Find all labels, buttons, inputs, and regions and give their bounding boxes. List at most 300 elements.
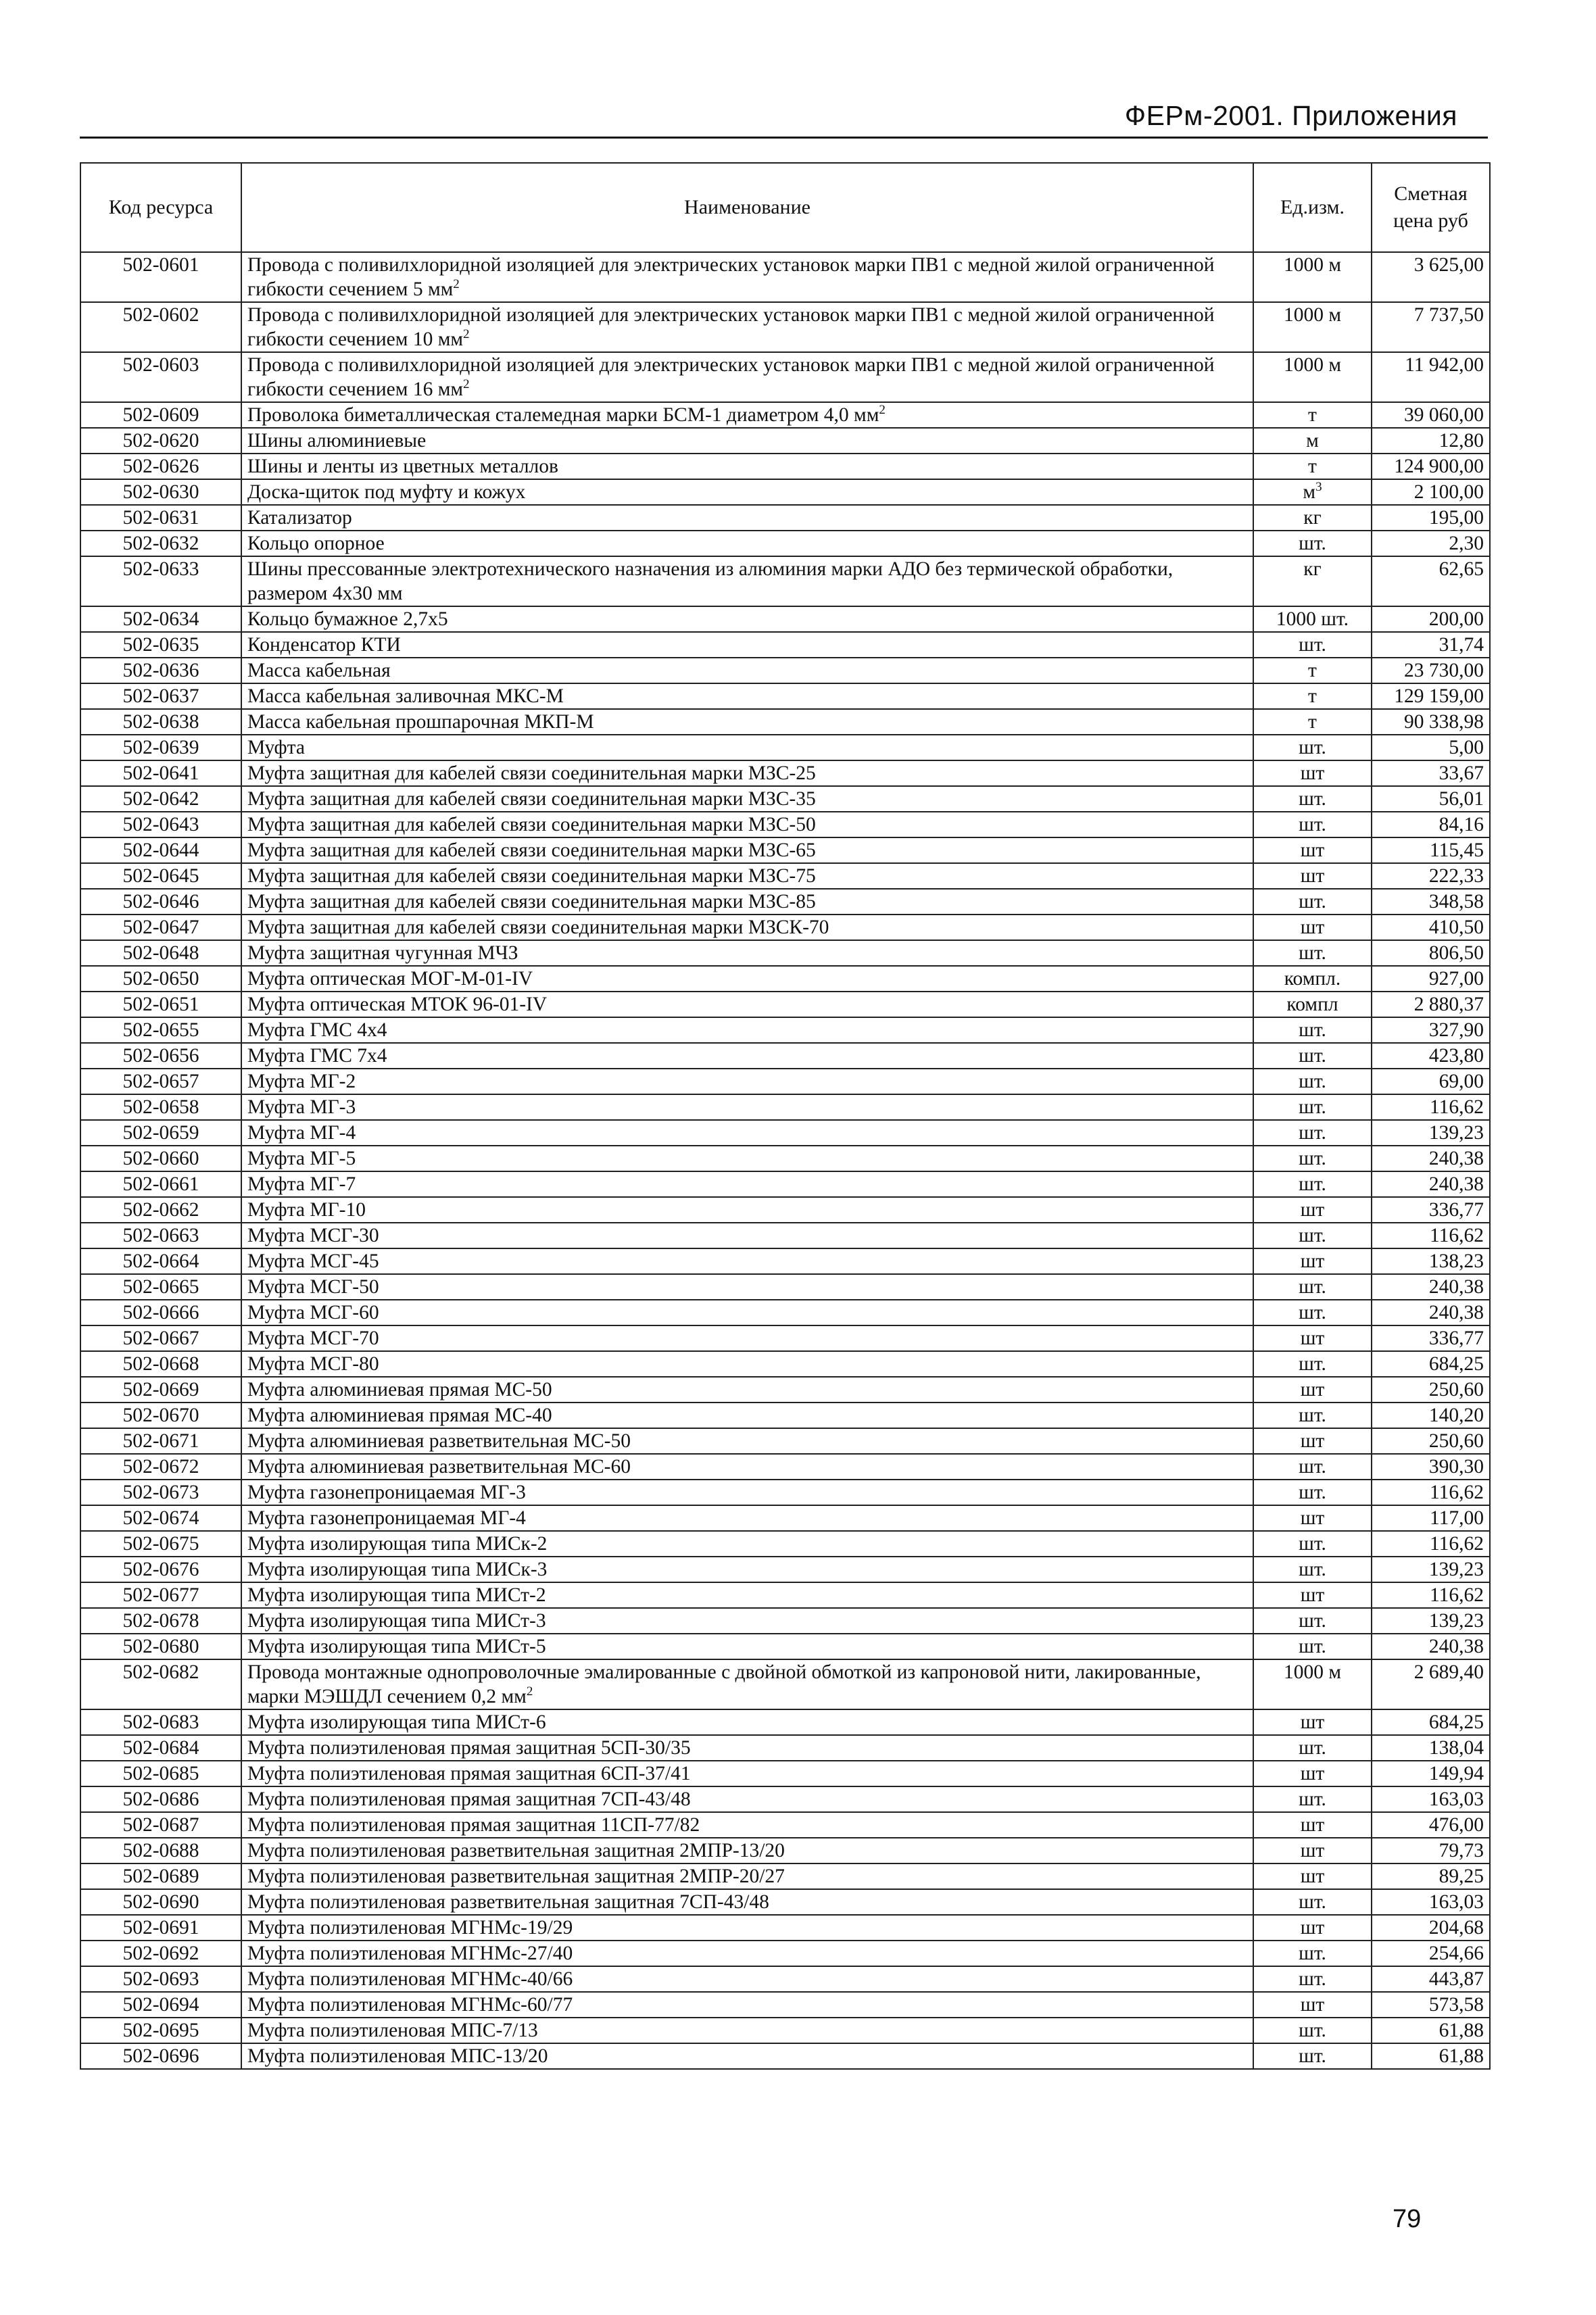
cell-code-text: 502-0634 [122,608,199,630]
cell-code-text: 502-0665 [122,1276,199,1298]
cell-unit-text: шт [1300,1994,1325,2016]
cell-price-text: 33,67 [1438,762,1484,784]
table-row [80,632,1490,658]
cell-code-text: 502-0678 [122,1610,199,1632]
cell-price-text: 240,38 [1428,1302,1484,1323]
cell-code-text: 502-0636 [122,660,199,681]
table-row [80,1838,1490,1863]
cell-code [80,1248,241,1274]
cell-code-text: 502-0667 [122,1327,199,1349]
cell-price [1372,632,1490,658]
cell-code-text: 502-0692 [122,1943,199,1964]
cell-name-text: Муфта полиэтиленовая МГНМс-27/40 [247,1943,573,1964]
cell-unit-text: шт [1300,1584,1325,1606]
cell-unit-text: шт. [1299,2045,1326,2067]
cell-code-text: 502-0662 [122,1199,199,1221]
cell-name-text: Муфта защитная чугунная МЧЗ [247,942,518,964]
cell-unit-text: 1000 шт. [1276,608,1349,630]
cell-price-text: 5,00 [1449,737,1484,758]
cell-code [80,940,241,966]
cell-price-text: 222,33 [1428,865,1484,887]
cell-name [241,428,1253,454]
cell-unit [1253,1274,1372,1300]
cell-code [80,1325,241,1351]
cell-unit [1253,454,1372,479]
cell-code [80,454,241,479]
table-row [80,606,1490,632]
table-row [80,1992,1490,2018]
cell-price-text: 390,30 [1428,1456,1484,1478]
cell-unit [1253,940,1372,966]
cell-unit-text: компл [1286,994,1338,1015]
cell-price-text: 116,62 [1429,1533,1484,1555]
table-row [80,658,1490,683]
cell-name-text: Муфта газонепроницаемая МГ-4 [247,1507,526,1529]
cell-name [241,1223,1253,1248]
cell-price [1372,1197,1490,1223]
cell-unit [1253,812,1372,837]
cell-unit-text: м [1303,481,1316,503]
cell-name-text: Муфта МГ-10 [247,1199,366,1221]
cell-unit [1253,683,1372,709]
cell-unit [1253,1582,1372,1608]
cell-price [1372,1146,1490,1171]
cell-name-text: Шины алюминиевые [247,430,427,452]
cell-unit [1253,1505,1372,1531]
cell-unit-text: шт [1300,1917,1325,1939]
cell-name-text: Муфта оптическая МТОК 96-01-IV [247,994,548,1015]
cell-name [241,2043,1253,2069]
cell-name [241,1761,1253,1786]
cell-price-text: 573,58 [1428,1994,1484,2016]
cell-price-text: 204,68 [1428,1917,1484,1939]
cell-code-text: 502-0672 [122,1456,199,1478]
cell-name-text: Проволока биметаллическая сталемедная марки БСМ-1 диаметром 4,0 мм [247,404,879,426]
table-row [80,2018,1490,2043]
table-row [80,1915,1490,1941]
cell-code [80,1017,241,1043]
cell-name [241,1197,1253,1223]
cell-price-text: 240,38 [1428,1148,1484,1169]
cell-unit [1253,658,1372,683]
cell-unit-text: шт. [1299,1456,1326,1478]
cell-name [241,1786,1253,1812]
cell-code [80,1659,241,1709]
table-row [80,1223,1490,1248]
cell-unit [1253,1634,1372,1659]
cell-code-text: 502-0658 [122,1096,199,1118]
cell-name-superscript: 2 [879,403,886,418]
cell-price [1372,454,1490,479]
cell-name [241,531,1253,556]
cell-unit-text: шт. [1299,1559,1326,1580]
resource-price-table [80,162,1491,2070]
cell-unit-text: шт [1300,1507,1325,1529]
cell-price [1372,531,1490,556]
cell-name [241,454,1253,479]
table-row [80,556,1490,606]
cell-name-text: Муфта полиэтиленовая разветвительная защитная 7СП-43/48 [247,1891,769,1913]
table-row [80,812,1490,837]
cell-code [80,966,241,992]
cell-code-text: 502-0601 [122,254,199,276]
cell-code-text: 502-0674 [122,1507,199,1529]
cell-unit-text: кг [1303,507,1322,529]
cell-price [1372,1531,1490,1557]
cell-price-text: 90 338,98 [1404,711,1484,733]
cell-unit-text: шт [1300,762,1325,784]
table-row [80,1325,1490,1351]
cell-price-text: 116,62 [1429,1096,1484,1118]
cell-code [80,1274,241,1300]
cell-price [1372,1454,1490,1480]
cell-name-text: Провода с поливилхлоридной изоляцией для электрических установок марки ПВ1 с медной жилой ограниченной гибкости сечением 10 мм [247,304,1215,350]
cell-code-text: 502-0688 [122,1840,199,1861]
cell-name-text: Муфта [247,737,305,758]
cell-price [1372,1505,1490,1531]
table-row [80,1171,1490,1197]
cell-price [1372,479,1490,505]
cell-price [1372,606,1490,632]
cell-code-text: 502-0693 [122,1968,199,1990]
table-row [80,1608,1490,1634]
column-header-name: Наименование [241,163,1253,252]
cell-price [1372,1941,1490,1966]
cell-unit-text: шт. [1299,788,1326,810]
cell-price-text: 139,23 [1428,1610,1484,1632]
cell-code [80,1786,241,1812]
cell-code [80,735,241,760]
table-row [80,1761,1490,1786]
cell-code-text: 502-0661 [122,1173,199,1195]
cell-unit-text: шт. [1299,1891,1326,1913]
column-header-code: Код ресурса [80,163,241,252]
cell-unit-text: 1000 м [1283,304,1342,326]
cell-name [241,1838,1253,1863]
cell-code [80,352,241,402]
cell-unit [1253,1197,1372,1223]
cell-price-text: 250,60 [1428,1430,1484,1452]
cell-name [241,760,1253,786]
cell-name-text: Масса кабельная прошпарочная МКП-М [247,711,594,733]
table-row [80,1146,1490,1171]
table-row [80,683,1490,709]
table-row [80,1582,1490,1608]
cell-unit [1253,1351,1372,1377]
cell-price-text: 61,88 [1438,2045,1484,2067]
table-row [80,352,1490,402]
table-row [80,402,1490,428]
cell-name-text: Муфта полиэтиленовая МГНМс-19/29 [247,1917,573,1939]
cell-unit-text: шт. [1299,1276,1326,1298]
cell-price-text: 7 737,50 [1413,304,1484,326]
cell-code [80,1531,241,1557]
cell-price-text: 2,30 [1449,533,1484,554]
cell-unit [1253,1223,1372,1248]
cell-name-text: Муфта полиэтиленовая разветвительная защитная 2МПР-13/20 [247,1840,785,1861]
cell-price [1372,658,1490,683]
cell-name [241,479,1253,505]
cell-code [80,1582,241,1608]
cell-unit-text: т [1308,685,1317,707]
table-row [80,1428,1490,1454]
cell-name-text: Муфта полиэтиленовая прямая защитная 6СП-37/41 [247,1763,691,1784]
cell-price-text: 2 100,00 [1413,481,1484,503]
cell-code [80,1889,241,1915]
cell-code [80,658,241,683]
cell-unit-text: шт. [1299,942,1326,964]
cell-price [1372,735,1490,760]
cell-unit [1253,1146,1372,1171]
cell-unit [1253,1838,1372,1863]
cell-code-text: 502-0671 [122,1430,199,1452]
cell-price [1372,252,1490,302]
cell-price [1372,402,1490,428]
cell-price [1372,302,1490,352]
cell-name [241,1505,1253,1531]
cell-code-text: 502-0695 [122,2020,199,2041]
cell-name [241,1403,1253,1428]
cell-name-text: Муфта защитная для кабелей связи соединительная марки МЗС-35 [247,788,816,810]
table-row [80,786,1490,812]
cell-name [241,505,1253,531]
cell-unit-text: шт. [1299,1788,1326,1810]
cell-unit [1253,1863,1372,1889]
cell-name-text: Муфта изолирующая типа МИСт-2 [247,1584,546,1606]
cell-price-text: 31,74 [1438,634,1484,656]
cell-name [241,606,1253,632]
table-row [80,1094,1490,1120]
cell-unit-text: шт [1300,865,1325,887]
cell-price [1372,1480,1490,1505]
cell-code-text: 502-0660 [122,1148,199,1169]
cell-price [1372,1017,1490,1043]
cell-unit [1253,1966,1372,1992]
table-row [80,505,1490,531]
cell-name-superscript: 2 [453,277,460,292]
cell-name-text: Муфта изолирующая типа МИСт-6 [247,1711,546,1733]
cell-unit-text: шт [1300,1763,1325,1784]
cell-price-text: 336,77 [1428,1199,1484,1221]
cell-code-text: 502-0645 [122,865,199,887]
cell-unit [1253,1709,1372,1735]
cell-code [80,683,241,709]
cell-name [241,889,1253,915]
cell-price-text: 140,20 [1428,1405,1484,1426]
cell-code-text: 502-0650 [122,968,199,990]
table-row [80,1735,1490,1761]
cell-unit [1253,1659,1372,1709]
cell-name-text: Муфта МГ-2 [247,1071,356,1092]
cell-unit-text: шт. [1299,634,1326,656]
cell-name-text: Муфта изолирующая типа МИСк-3 [247,1559,548,1580]
cell-name [241,302,1253,352]
cell-code-text: 502-0620 [122,430,199,452]
cell-price-text: 250,60 [1428,1379,1484,1400]
cell-price-text: 240,38 [1428,1636,1484,1657]
cell-name-text: Муфта защитная для кабелей связи соединительная марки МЗСК-70 [247,917,829,938]
cell-price-text: 423,80 [1428,1045,1484,1067]
table-row [80,1403,1490,1428]
cell-name [241,1043,1253,1069]
cell-price [1372,1428,1490,1454]
cell-price [1372,1838,1490,1863]
cell-unit-text: 1000 м [1283,254,1342,276]
cell-name-text: Муфта газонепроницаемая МГ-3 [247,1482,526,1503]
cell-price [1372,1634,1490,1659]
table-row [80,1557,1490,1582]
cell-name-text: Муфта МСГ-70 [247,1327,379,1349]
cell-code-text: 502-0664 [122,1250,199,1272]
cell-price [1372,1248,1490,1274]
cell-code-text: 502-0694 [122,1994,199,2016]
cell-name [241,1557,1253,1582]
cell-price [1372,940,1490,966]
cell-price [1372,889,1490,915]
cell-code-text: 502-0691 [122,1917,199,1939]
table-row [80,760,1490,786]
cell-price [1372,1608,1490,1634]
cell-code [80,1377,241,1403]
cell-unit [1253,1094,1372,1120]
cell-code [80,252,241,302]
cell-code [80,1941,241,1966]
cell-unit [1253,1761,1372,1786]
cell-unit [1253,632,1372,658]
cell-name [241,915,1253,940]
cell-unit [1253,302,1372,352]
table-row [80,428,1490,454]
cell-name [241,1812,1253,1838]
cell-code-text: 502-0670 [122,1405,199,1426]
cell-unit [1253,402,1372,428]
cell-price-text: 79,73 [1438,1840,1484,1861]
cell-name-text: Муфта МСГ-60 [247,1302,379,1323]
cell-price [1372,1120,1490,1146]
cell-code [80,837,241,863]
cell-name [241,1377,1253,1403]
cell-price-text: 163,03 [1428,1891,1484,1913]
table-row [80,889,1490,915]
cell-price [1372,1043,1490,1069]
cell-unit [1253,1043,1372,1069]
cell-code [80,479,241,505]
cell-name [241,940,1253,966]
cell-unit-text: шт. [1299,737,1326,758]
cell-price [1372,1966,1490,1992]
cell-unit-text: шт. [1299,1019,1326,1041]
cell-name-text: Муфта МСГ-45 [247,1250,379,1272]
cell-code [80,505,241,531]
cell-name [241,1634,1253,1659]
cell-name-text: Шины и ленты из цветных металлов [247,456,558,477]
cell-unit-text: шт. [1299,1353,1326,1375]
cell-unit-text: шт. [1299,1943,1326,1964]
cell-price-text: 138,23 [1428,1250,1484,1272]
cell-unit [1253,1248,1372,1274]
cell-name-text: Муфта МСГ-30 [247,1225,379,1246]
cell-code-text: 502-0648 [122,942,199,964]
cell-name [241,786,1253,812]
cell-name-superscript: 2 [526,1684,533,1699]
cell-unit-text: шт. [1299,533,1326,554]
cell-code [80,1146,241,1171]
table-row [80,479,1490,505]
cell-price [1372,2043,1490,2069]
cell-unit [1253,1300,1372,1325]
cell-unit [1253,505,1372,531]
cell-name-text: Муфта МГ-5 [247,1148,356,1169]
table-row [80,302,1490,352]
table-row [80,863,1490,889]
cell-code [80,1863,241,1889]
cell-name-text: Муфта полиэтиленовая МПС-7/13 [247,2020,538,2041]
cell-name-text: Муфта оптическая МОГ-М-01-IV [247,968,533,990]
cell-code [80,1351,241,1377]
cell-name [241,992,1253,1017]
cell-code-text: 502-0690 [122,1891,199,1913]
cell-code [80,1069,241,1094]
cell-code [80,2043,241,2069]
cell-code [80,402,241,428]
cell-code-text: 502-0668 [122,1353,199,1375]
cell-price [1372,1274,1490,1300]
cell-name [241,1582,1253,1608]
cell-unit [1253,1941,1372,1966]
table-row [80,531,1490,556]
cell-name [241,837,1253,863]
cell-name-text: Муфта защитная для кабелей связи соединительная марки МЗС-65 [247,839,816,861]
cell-name-text: Муфта защитная для кабелей связи соединительная марки МЗС-75 [247,865,816,887]
cell-code [80,556,241,606]
cell-name-text: Муфта ГМС 7х4 [247,1045,387,1067]
cell-unit [1253,479,1372,505]
cell-unit [1253,1403,1372,1428]
table-row [80,1941,1490,1966]
table-row [80,1634,1490,1659]
cell-unit [1253,863,1372,889]
cell-code [80,889,241,915]
cell-unit [1253,1915,1372,1941]
table-row [80,709,1490,735]
cell-unit [1253,760,1372,786]
cell-price-text: 69,00 [1438,1071,1484,1092]
cell-unit-text: шт [1300,917,1325,938]
cell-code-text: 502-0673 [122,1482,199,1503]
cell-name-text: Масса кабельная заливочная МКС-М [247,685,564,707]
cell-price-text: 39 060,00 [1404,404,1484,426]
cell-unit-text: шт. [1299,1610,1326,1632]
table-row [80,454,1490,479]
cell-code [80,709,241,735]
cell-price-text: 806,50 [1428,942,1484,964]
cell-code [80,1505,241,1531]
cell-price [1372,1786,1490,1812]
cell-name [241,1274,1253,1300]
cell-name-text: Шины прессованные электротехнического назначения из алюминия марки АДО без термической обработки, размером 4х30 мм [247,558,1174,604]
cell-code-text: 502-0646 [122,891,199,912]
cell-name-text: Доска-щиток под муфту и кожух [247,481,526,503]
cell-code [80,2018,241,2043]
cell-name [241,1941,1253,1966]
cell-code-text: 502-0684 [122,1737,199,1759]
header-divider [80,137,1488,139]
cell-price-text: 927,00 [1428,968,1484,990]
cell-code-text: 502-0635 [122,634,199,656]
cell-price-text: 410,50 [1428,917,1484,938]
cell-code-text: 502-0689 [122,1866,199,1887]
table-row [80,1531,1490,1557]
